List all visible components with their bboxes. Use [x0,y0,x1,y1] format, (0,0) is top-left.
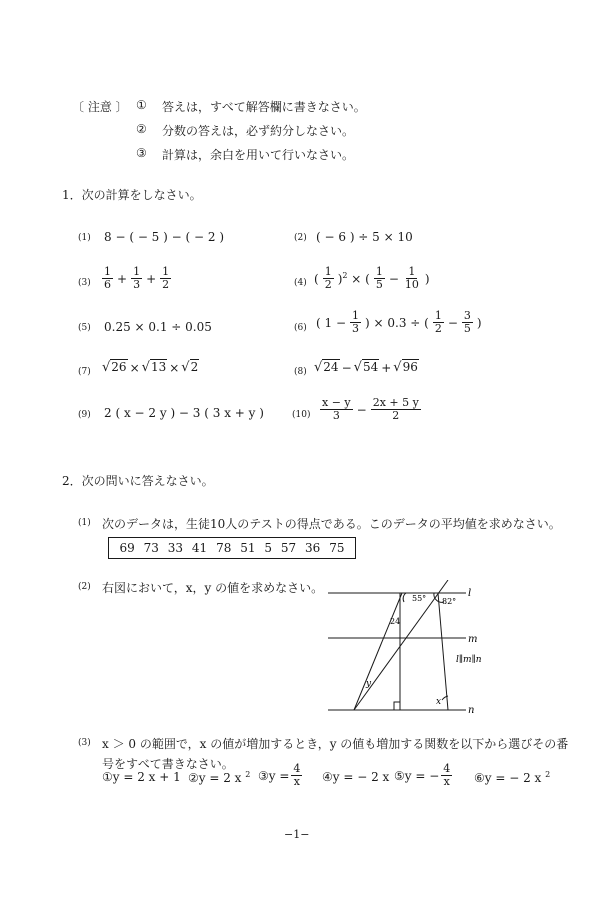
angle-82-label: 82° [442,597,457,606]
q1-problem-6: ( 1 − $\frac{1}{3}$ ) × 0.3 ÷ ( $\frac{1}{2}$ − $\frac{3}{5}$ ) [316,309,482,335]
q1-num-5: (5) [78,323,91,333]
q1-problem-5: 0.25 × 0.1 ÷ 0.05 [104,320,212,334]
line-l-label: l [468,588,472,599]
score-value: 75 [329,541,345,555]
score-value: 57 [280,541,297,555]
choice-5: ⑤y = − $\frac{4}{x}$ [394,762,451,788]
q1-problem-1: 8 − ( − 5 ) − ( − 2 ) [104,230,224,244]
q1-num-6: (6) [294,323,307,333]
q1-problem-9: 2 ( x − 2 y ) − 3 ( 3 x + y ) [104,406,264,420]
angle-55-label: 55° [412,594,427,603]
transversal-1 [354,593,402,710]
q1-num-2: (2) [294,233,307,243]
right-segment [438,593,448,710]
q1-problem-8: √24 − √54 + √96 [314,360,418,375]
q1-num-9: (9) [78,410,91,420]
length-24-label: 24 [390,617,401,626]
q1-problem-4: ( $\frac{1}{2}$ )$^2$ × ( $\frac{1}{5}$ − $\frac{1}{10}$ ) [314,265,430,291]
choice-2: ②y = 2 x $^2$ [188,770,251,785]
score-data-box [108,537,356,559]
q1-num-8: (8) [294,367,307,377]
note-1-text: 答えは，すべて解答欄に書きなさい。 [162,100,366,114]
line-m-label: m [468,634,478,645]
parallel-lines-figure [320,580,520,720]
q2-title: 2．次の問いに答えなさい。 [62,474,214,488]
line-n-label: n [468,705,475,716]
note-1-num: ① [136,98,147,112]
q2-s3-line1: x ＞ 0 の範囲で，x の値が増加するとき，y の値も増加する関数を以下から選びその番 [102,737,569,751]
notes-label: 〔 注意 〕 [72,100,128,114]
score-value: 5 [264,541,273,555]
note-3-text: 計算は，余白を用いて行いなさい。 [162,148,355,162]
page-number: −1− [284,828,310,841]
arc-55 [403,593,406,602]
q2-s3-line2: 号をすべて書きなさい。 [102,757,234,771]
choice-3: ③y = $\frac{4}{x}$ [258,762,301,788]
score-value: 51 [240,541,256,555]
right-angle-mark [394,702,400,710]
q2-s2-num: (2) [78,582,91,592]
choice-6: ⑥y = − 2 x $^2$ [474,770,551,785]
q2-s1-text: 次のデータは，生徒10人のテストの得点である。このデータの平均値を求めなさい。 [102,517,561,531]
q1-num-3: (3) [78,278,91,288]
score-value: 33 [167,541,184,555]
var-x-label: x [436,697,442,707]
q1-num-4: (4) [294,278,307,288]
score-value: 78 [216,541,232,555]
q1-title: 1．次の計算をしなさい。 [62,188,202,202]
transversal-2 [354,580,448,710]
var-y-label: y [366,679,372,689]
q1-num-1: (1) [78,233,91,243]
q2-s2-text: 右図において，x，y の値を求めなさい。 [102,581,324,595]
note-2-num: ② [136,122,147,136]
choice-4: ④y = − 2 x [322,770,390,784]
q1-problem-7: √26 × √13 × √2 [102,360,199,375]
q2-s3-num: (3) [78,738,91,748]
score-value: 41 [191,541,208,555]
q1-problem-10: $\frac{x - y}{3}$ − $\frac{2x + 5 y}{2}$ [322,396,419,422]
score-value: 73 [143,541,159,555]
note-2-text: 分数の答えは，必ず約分しなさい。 [162,124,355,138]
parallel-label: l∥m∥n [456,655,482,665]
q1-problem-2: ( − 6 ) ÷ 5 × 10 [316,230,413,244]
note-3-num: ③ [136,146,147,160]
q2-s1-num: (1) [78,518,91,528]
q1-num-10: (10) [292,410,311,420]
q1-num-7: (7) [78,367,91,377]
score-value: 69 [119,541,135,555]
score-value: 36 [305,541,321,555]
q1-problem-3: $\frac{1}{6}$ + $\frac{1}{3}$ + $\frac{1}{2}$ [104,265,170,291]
choice-1: ①y = 2 x + 1 [102,770,181,784]
